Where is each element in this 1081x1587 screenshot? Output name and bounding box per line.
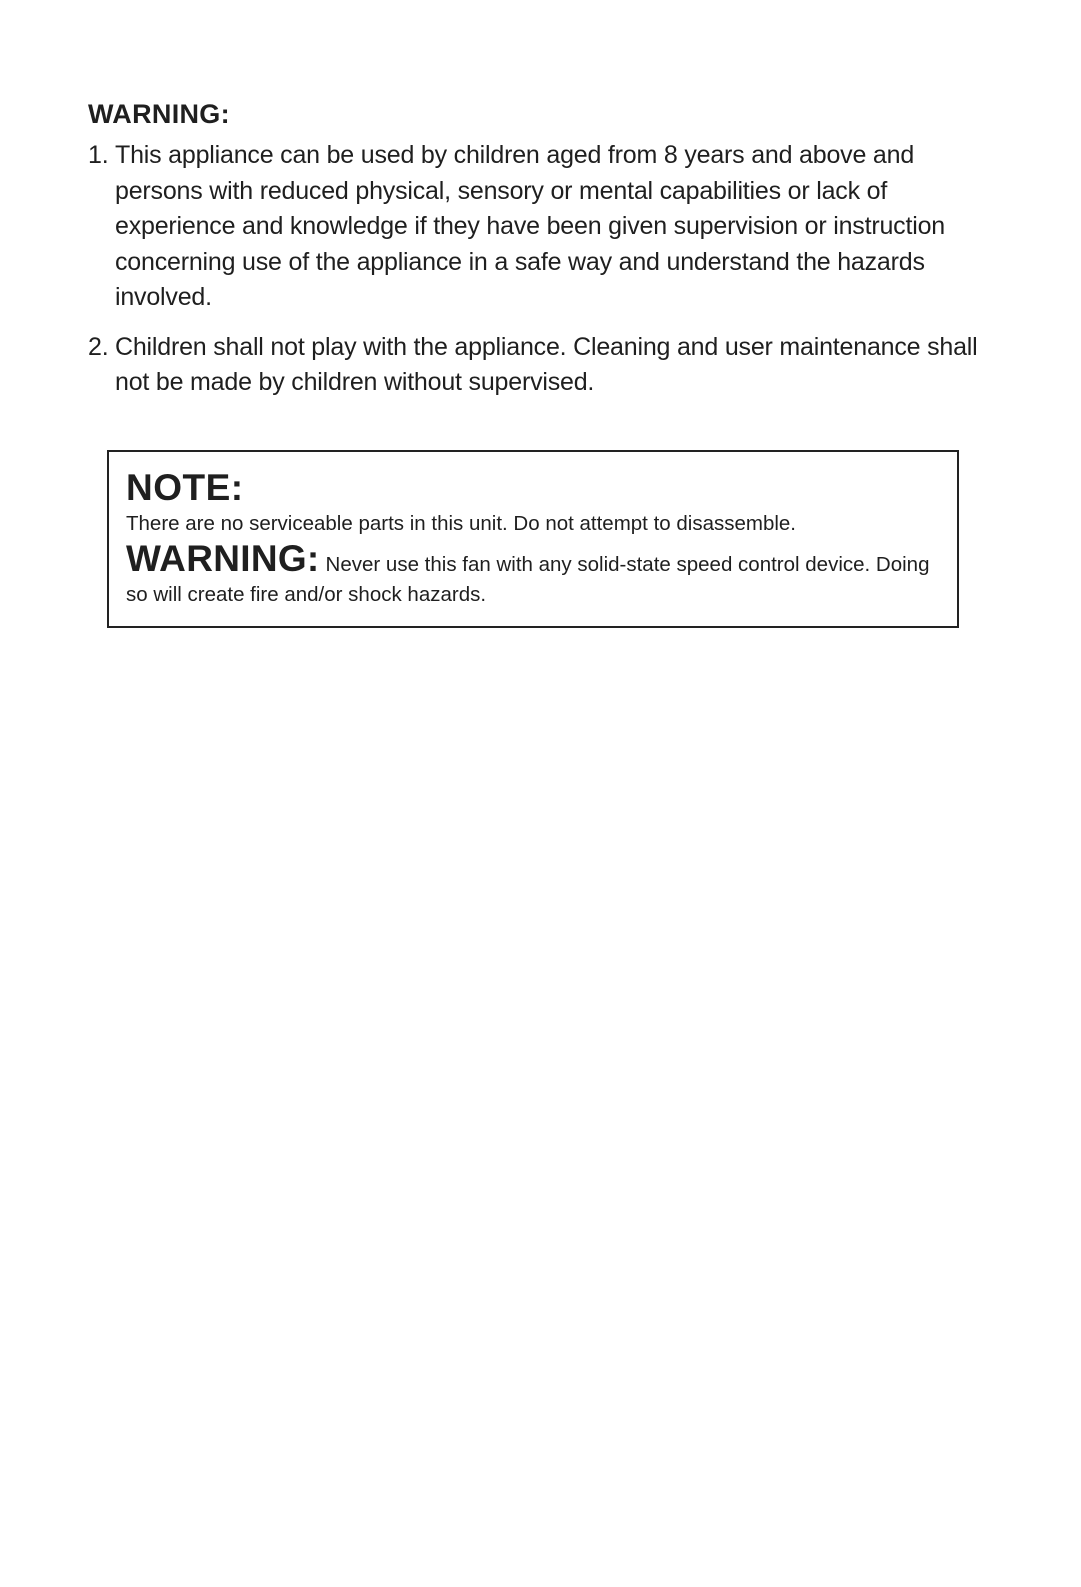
box-warning-label: WARNING: (126, 538, 320, 579)
warning-section (88, 96, 988, 415)
box-warning-text: Never use this fan with any solid-state speed control device. Doing so will create fire and/or shock hazards. (126, 553, 930, 606)
warning-item-text: Children shall not play with the appliance. Cleaning and user maintenance shall not be made by children without supervised. (115, 332, 978, 396)
warning-item-1 (88, 138, 988, 316)
warning-item-number: 1. (88, 141, 109, 169)
warning-title: WARNING: (88, 99, 230, 129)
warning-item-number: 2. (88, 332, 109, 361)
warning-list (88, 138, 988, 401)
note-title: NOTE: (126, 467, 244, 508)
warning-item-text: This appliance can be used by children aged from 8 years and above and persons with reduced physical, sensory or mental capabilities or lack of experience and knowledge if they have been given supervision or instruction concerning use of the appliance in a safe way and understand the hazards involved. (115, 141, 945, 311)
warning-item-2 (88, 330, 988, 401)
box-warning (126, 538, 941, 610)
note-text: There are no serviceable parts in this unit. Do not attempt to disassemble. (126, 512, 797, 535)
notice-box (107, 450, 959, 628)
